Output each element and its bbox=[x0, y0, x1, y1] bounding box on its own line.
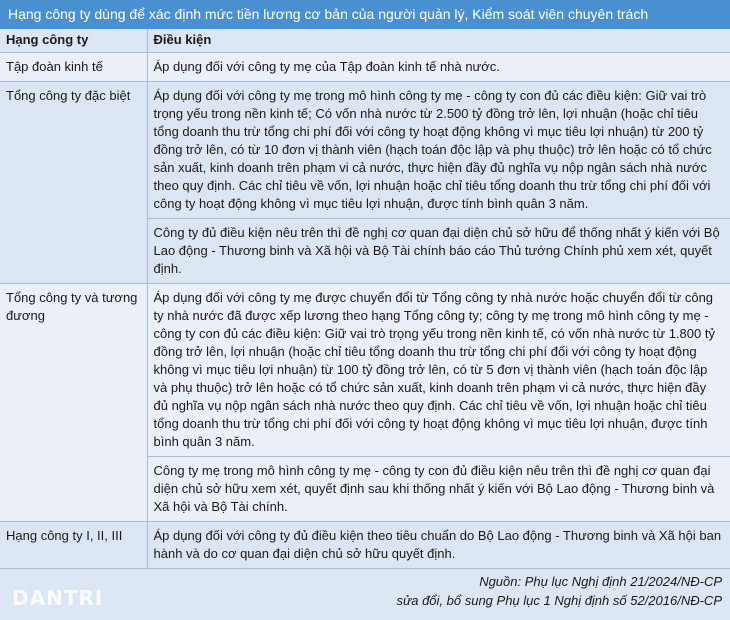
table-title: Hạng công ty dùng để xác định mức tiền lương cơ bản của người quản lý, Kiểm soát viên chuyên trách bbox=[0, 0, 730, 29]
source-line-1: Nguồn: Phụ lục Nghị định 21/2024/NĐ-CP bbox=[479, 574, 722, 589]
table-row bbox=[0, 522, 730, 569]
source-note bbox=[397, 572, 723, 610]
condition-cell: Áp dụng đối với công ty đủ điều kiện theo tiêu chuẩn do Bộ Lao động - Thương binh và Xã hội ban hành và do cơ quan đại diện chủ sở hữu quyết định. bbox=[147, 522, 730, 569]
header-rank: Hạng công ty bbox=[0, 29, 147, 53]
table-row bbox=[0, 53, 730, 82]
dantri-logo: DANTRI bbox=[12, 586, 104, 610]
table-row bbox=[0, 82, 730, 219]
header-condition: Điều kiện bbox=[147, 29, 730, 53]
rank-cell: Hạng công ty I, II, III bbox=[0, 522, 147, 569]
condition-cell: Công ty mẹ trong mô hình công ty mẹ - công ty con đủ điều kiện nêu trên thì đề nghị cơ quan đại diện chủ sở hữu xem xét, quyết định sau khi thống nhất ý kiến với Bộ Lao động - Thương binh và Xã hội và Bộ Tài chính. bbox=[147, 457, 730, 522]
rank-cell: Tập đoàn kinh tế bbox=[0, 53, 147, 82]
condition-cell: Công ty đủ điều kiện nêu trên thì đề nghị cơ quan đại diện chủ sở hữu để thống nhất ý kiến với Bộ Lao động - Thương binh và Xã hội và Bộ Tài chính báo cáo Thủ tướng Chính phủ xem xét, quyết định. bbox=[147, 219, 730, 284]
rank-cell: Tổng công ty đặc biệt bbox=[0, 82, 147, 284]
company-rank-table bbox=[0, 29, 730, 569]
header-row bbox=[0, 29, 730, 53]
condition-cell: Áp dụng đối với công ty mẹ trong mô hình công ty mẹ - công ty con đủ các điều kiện: Giữ vai trò trọng yếu trong nền kinh tế; Có vốn nhà nước từ 2.500 tỷ đồng trở lên, lợi nhuận (hoặc chỉ tiêu tổng doanh thu trừ tổng chi phí đối với công ty hoạt động không vì mục tiêu lợi nhuận) từ 200 tỷ đồng trở lên, có từ 10 đơn vị thành viên (hạch toán độc lập và phụ thuộc) trở lên hoặc có tổ chức sản xuất, kinh doanh trên phạm vi cả nước, thực hiện đầy đủ nghĩa vụ nộp ngân sách nhà nước theo quy định. Các chỉ tiêu về vốn, lợi nhuận hoặc chỉ tiêu tổng doanh thu trừ tổng chi phí đối với công ty hoạt động không vì mục tiêu lợi nhuận, được tính bình quân 3 năm. bbox=[147, 82, 730, 219]
condition-cell: Áp dụng đối với công ty mẹ của Tập đoàn kinh tế nhà nước. bbox=[147, 53, 730, 82]
condition-cell: Áp dụng đối với công ty mẹ được chuyển đổi từ Tổng công ty nhà nước hoặc chuyển đổi từ công ty nhà nước đã được xếp lương theo hạng Tổng công ty; công ty mẹ trong mô hình công ty mẹ - công ty con đủ các điều kiện: Giữ vai trò trọng yếu trong nền kinh tế, có vốn nhà nước từ 1.800 tỷ đồng trở lên, lợi nhuận (hoặc chỉ tiêu tổng doanh thu trừ tổng chi phí đối với công ty hoạt động không vì mục tiêu lợi nhuận) từ 100 tỷ đồng trở lên, có từ 5 đơn vị thành viên (hạch toán độc lập và phụ thuộc) trở lên hoặc có tổ chức sản xuất, kinh doanh trên phạm vi cả nước, thực hiện đầy đủ nghĩa vụ nộp ngân sách nhà nước theo quy định. Các chỉ tiêu về vốn, lợi nhuận hoặc chỉ tiêu tổng doanh thu trừ tổng chi phí đối với công ty hoạt động không vì mục tiêu lợi nhuận, được tính bình quân 3 năm. bbox=[147, 284, 730, 457]
table-row bbox=[0, 284, 730, 457]
rank-cell: Tổng công ty và tương đương bbox=[0, 284, 147, 522]
source-line-2: sửa đổi, bổ sung Phụ lục 1 Nghị định số 52/2016/NĐ-CP bbox=[396, 593, 722, 608]
